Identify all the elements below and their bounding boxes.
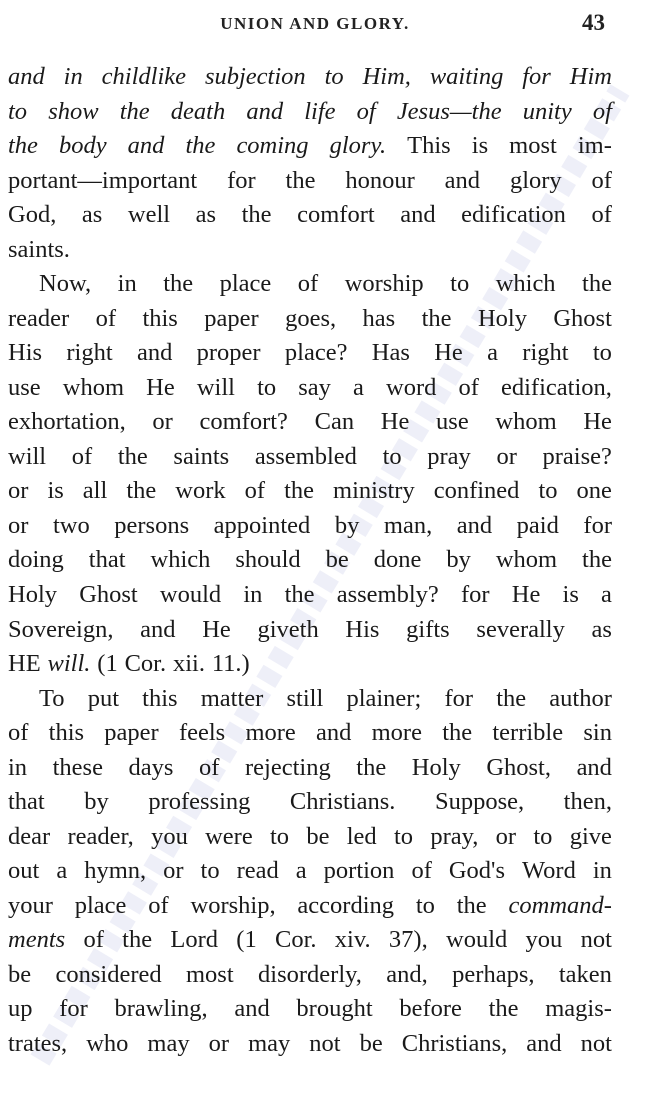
word: out bbox=[8, 857, 40, 885]
word: of bbox=[8, 719, 29, 747]
word: paper bbox=[104, 719, 159, 747]
word: before bbox=[399, 995, 462, 1023]
word: should bbox=[235, 546, 301, 574]
word: and bbox=[136, 339, 173, 367]
text-line bbox=[8, 474, 612, 509]
text-line bbox=[8, 60, 612, 95]
word: be bbox=[359, 1029, 383, 1057]
word: xii. bbox=[172, 650, 205, 678]
text-line bbox=[8, 613, 612, 648]
page-number: 43 bbox=[582, 10, 605, 35]
word: or bbox=[163, 857, 184, 885]
word: ments bbox=[8, 926, 66, 954]
word: considered bbox=[55, 960, 162, 988]
word: your bbox=[8, 891, 53, 919]
word: well bbox=[127, 201, 171, 229]
text-line bbox=[8, 820, 612, 855]
word: comfort bbox=[297, 201, 375, 229]
word: or bbox=[8, 511, 29, 539]
word: He bbox=[146, 373, 175, 401]
word: up bbox=[8, 995, 33, 1023]
word: and bbox=[316, 719, 352, 747]
word: whom bbox=[495, 546, 558, 574]
word: to bbox=[450, 270, 470, 298]
word: the bbox=[421, 304, 452, 332]
word: the bbox=[8, 132, 38, 160]
word: is bbox=[562, 580, 579, 608]
word: edification, bbox=[501, 373, 612, 401]
word: read bbox=[236, 857, 279, 885]
word: command- bbox=[508, 891, 612, 919]
word: Christians, bbox=[401, 1029, 508, 1057]
word: (1 bbox=[97, 650, 118, 678]
word: which bbox=[495, 270, 556, 298]
word: of bbox=[356, 97, 376, 125]
text-line bbox=[8, 371, 612, 406]
word: Him bbox=[569, 63, 612, 90]
word: gifts bbox=[406, 615, 450, 643]
word: Has bbox=[371, 339, 410, 367]
word: feels bbox=[178, 719, 226, 747]
word: to bbox=[324, 63, 344, 90]
text-line bbox=[8, 302, 612, 337]
word: will bbox=[196, 373, 235, 401]
word: glory bbox=[509, 166, 562, 194]
word: and bbox=[140, 615, 176, 643]
word: right bbox=[522, 339, 569, 367]
word: and bbox=[246, 97, 284, 125]
word: in bbox=[63, 63, 83, 90]
word: according bbox=[297, 891, 395, 919]
word: Holy bbox=[411, 753, 461, 781]
word: who bbox=[86, 1029, 129, 1057]
word: He bbox=[511, 580, 541, 608]
word: or bbox=[152, 408, 173, 436]
word: more bbox=[371, 719, 422, 747]
word: were bbox=[205, 822, 253, 850]
word: of bbox=[83, 926, 104, 954]
word: or bbox=[496, 442, 517, 470]
word: waiting bbox=[429, 63, 504, 90]
word: these bbox=[52, 753, 103, 781]
text-line bbox=[8, 95, 612, 130]
word: His bbox=[8, 339, 43, 367]
word: be bbox=[8, 960, 32, 988]
word: assembly? bbox=[336, 580, 439, 608]
word: to bbox=[393, 822, 414, 850]
word: is bbox=[471, 132, 489, 160]
word: has bbox=[362, 304, 396, 332]
word: brought bbox=[296, 995, 373, 1023]
word: of bbox=[458, 373, 479, 401]
word: the bbox=[496, 684, 527, 712]
word: which bbox=[150, 546, 211, 574]
word: to bbox=[257, 373, 277, 401]
word: most bbox=[186, 960, 234, 988]
word: doing bbox=[8, 546, 64, 574]
word: and bbox=[526, 1029, 562, 1057]
word: more bbox=[245, 719, 296, 747]
word: glory. bbox=[329, 132, 387, 160]
word: pray, bbox=[430, 822, 479, 850]
word: Holy bbox=[8, 580, 57, 608]
word: reader bbox=[8, 304, 70, 332]
word: and bbox=[234, 995, 270, 1023]
word: two bbox=[52, 511, 90, 539]
word: terrible bbox=[492, 719, 564, 747]
word: work bbox=[175, 477, 226, 505]
word: coming bbox=[236, 132, 309, 160]
word: done bbox=[373, 546, 422, 574]
word: most bbox=[509, 132, 557, 160]
word: perhaps, bbox=[452, 960, 535, 988]
word: in bbox=[117, 270, 137, 298]
word: author bbox=[549, 684, 612, 712]
word: show bbox=[48, 97, 99, 125]
word: the bbox=[284, 477, 315, 505]
word: Him, bbox=[362, 63, 411, 90]
word: man, bbox=[383, 511, 433, 539]
word: plainer; bbox=[346, 684, 422, 712]
text-line bbox=[8, 164, 612, 199]
word: this bbox=[142, 684, 178, 712]
word: hymn, bbox=[84, 857, 147, 885]
text-line bbox=[8, 889, 612, 924]
word: to bbox=[200, 857, 220, 885]
word: may bbox=[248, 1029, 291, 1057]
word: a bbox=[56, 857, 68, 885]
word: Lord bbox=[170, 926, 218, 954]
word: a bbox=[295, 857, 307, 885]
word: of bbox=[591, 166, 612, 194]
word: the bbox=[285, 166, 316, 194]
text-line bbox=[8, 751, 612, 786]
text-line bbox=[8, 267, 612, 302]
word: then, bbox=[563, 788, 612, 816]
word: whom bbox=[495, 408, 557, 436]
word: pray bbox=[427, 442, 471, 470]
word: to bbox=[382, 442, 402, 470]
word: He bbox=[434, 339, 463, 367]
word: 11.) bbox=[211, 650, 250, 678]
word: reader, bbox=[67, 822, 134, 850]
word: whom bbox=[62, 373, 125, 401]
word: He bbox=[380, 408, 410, 436]
text-line bbox=[8, 716, 612, 751]
word: confined bbox=[433, 477, 520, 505]
word: would bbox=[159, 580, 222, 608]
text-line bbox=[8, 336, 612, 371]
word: persons bbox=[114, 511, 190, 539]
word: dear bbox=[8, 822, 51, 850]
word: is bbox=[47, 477, 64, 505]
word: childlike bbox=[101, 63, 187, 90]
word: honour bbox=[345, 166, 415, 194]
text-line bbox=[8, 854, 612, 889]
word: subjection bbox=[204, 63, 306, 90]
word: the bbox=[122, 926, 153, 954]
word: or bbox=[495, 822, 517, 850]
word: God, bbox=[8, 201, 57, 229]
word: this bbox=[48, 719, 85, 747]
word: for bbox=[227, 166, 256, 194]
word: the bbox=[488, 995, 519, 1023]
word: may bbox=[147, 1029, 190, 1057]
word: the bbox=[241, 201, 272, 229]
word: unity bbox=[522, 97, 572, 125]
word: the bbox=[117, 442, 148, 470]
word: that bbox=[8, 788, 45, 816]
word: say bbox=[298, 373, 331, 401]
word: of bbox=[199, 753, 220, 781]
word: Cor. bbox=[274, 926, 317, 954]
word: will bbox=[8, 442, 47, 470]
word: (1 bbox=[236, 926, 257, 954]
word: comfort? bbox=[199, 408, 288, 436]
text-line bbox=[8, 509, 612, 544]
word: word bbox=[386, 373, 437, 401]
word: by bbox=[334, 511, 360, 539]
word: proper bbox=[196, 339, 261, 367]
word: Can bbox=[314, 408, 355, 436]
word: Suppose, bbox=[434, 788, 525, 816]
word: the bbox=[126, 477, 157, 505]
word: of bbox=[244, 477, 266, 505]
word: portant—important bbox=[8, 166, 198, 194]
word: or bbox=[8, 477, 29, 505]
word: His bbox=[345, 615, 380, 643]
word: of bbox=[71, 442, 93, 470]
word: not bbox=[580, 926, 612, 954]
text-line bbox=[8, 682, 612, 717]
word: and, bbox=[386, 960, 428, 988]
word: the bbox=[185, 132, 216, 160]
text-line bbox=[8, 543, 612, 578]
word: of bbox=[297, 270, 319, 298]
word: worship, bbox=[190, 891, 276, 919]
word: for bbox=[583, 511, 612, 539]
word: severally bbox=[476, 615, 565, 643]
word: for bbox=[444, 684, 474, 712]
text-line bbox=[8, 1027, 612, 1062]
word: the bbox=[582, 270, 612, 298]
word: this bbox=[142, 304, 178, 332]
word: and bbox=[444, 166, 481, 194]
word: be bbox=[306, 822, 330, 850]
word: Ghost bbox=[79, 580, 138, 608]
word: you bbox=[151, 822, 188, 850]
word: xiv. bbox=[334, 926, 371, 954]
word: the bbox=[163, 270, 194, 298]
word: and bbox=[127, 132, 165, 160]
word: paper bbox=[204, 304, 259, 332]
text-line bbox=[8, 923, 612, 958]
word: for bbox=[460, 580, 490, 608]
word: would bbox=[446, 926, 508, 954]
word: place? bbox=[284, 339, 348, 367]
word: to bbox=[592, 339, 612, 367]
word: one bbox=[576, 477, 612, 505]
word: give bbox=[569, 822, 612, 850]
word: right bbox=[66, 339, 113, 367]
word: disorderly, bbox=[258, 960, 362, 988]
word: place bbox=[219, 270, 272, 298]
word: a bbox=[353, 373, 364, 401]
word: a bbox=[601, 580, 612, 608]
word: worship bbox=[344, 270, 424, 298]
word: sin bbox=[583, 719, 612, 747]
word: and bbox=[456, 511, 493, 539]
word: magis- bbox=[545, 995, 612, 1023]
word: the bbox=[119, 97, 150, 125]
word: matter bbox=[200, 684, 264, 712]
word: to bbox=[415, 891, 435, 919]
word: or bbox=[208, 1029, 230, 1057]
word: praise? bbox=[542, 442, 612, 470]
word: days bbox=[128, 753, 174, 781]
word: to bbox=[533, 822, 553, 850]
word: brawling, bbox=[114, 995, 208, 1023]
text-line bbox=[8, 992, 612, 1027]
word: HE bbox=[8, 650, 41, 678]
text-line bbox=[8, 405, 612, 440]
word: to bbox=[538, 477, 558, 505]
word: in bbox=[592, 857, 612, 885]
word: im- bbox=[577, 132, 612, 160]
word: will. bbox=[47, 650, 91, 678]
word: rejecting bbox=[245, 753, 331, 781]
text-line bbox=[8, 578, 612, 613]
word: not bbox=[580, 1029, 612, 1057]
running-title: UNION AND GLORY. bbox=[220, 14, 410, 33]
word: To bbox=[39, 684, 65, 712]
word: you bbox=[525, 926, 563, 954]
word: as bbox=[195, 201, 217, 229]
word: He bbox=[202, 615, 231, 643]
word: portion bbox=[323, 857, 395, 885]
word: by bbox=[446, 546, 471, 574]
word: professing bbox=[148, 788, 251, 816]
word: of bbox=[95, 304, 117, 332]
word: as bbox=[591, 615, 612, 643]
word: place bbox=[74, 891, 127, 919]
word: ministry bbox=[333, 477, 415, 505]
word: for bbox=[59, 995, 88, 1023]
word: in bbox=[243, 580, 263, 608]
text-line bbox=[8, 785, 612, 820]
word: by bbox=[84, 788, 109, 816]
text-line bbox=[8, 198, 612, 233]
text-line bbox=[8, 129, 612, 164]
word: assembled bbox=[254, 442, 357, 470]
word: Ghost, bbox=[486, 753, 551, 781]
word: a bbox=[487, 339, 498, 367]
word: the bbox=[284, 580, 315, 608]
word: that bbox=[88, 546, 126, 574]
word: of bbox=[591, 201, 612, 229]
word: for bbox=[522, 63, 551, 90]
word: of bbox=[148, 891, 169, 919]
word: and bbox=[400, 201, 436, 229]
word: the bbox=[582, 546, 612, 574]
word: taken bbox=[558, 960, 612, 988]
word: Christians. bbox=[289, 788, 396, 816]
word: Ghost bbox=[553, 304, 612, 332]
word: goes, bbox=[285, 304, 337, 332]
word: giveth bbox=[257, 615, 319, 643]
text-line bbox=[8, 958, 612, 993]
word: appointed bbox=[213, 511, 311, 539]
word: death bbox=[170, 97, 226, 125]
word: 37), bbox=[388, 926, 428, 954]
word: Now, bbox=[39, 270, 92, 298]
word: Word bbox=[522, 857, 576, 885]
word: body bbox=[58, 132, 107, 160]
text-line bbox=[8, 233, 612, 268]
word: put bbox=[87, 684, 119, 712]
word: led bbox=[346, 822, 377, 850]
page-header bbox=[0, 10, 650, 42]
word: Jesus—the bbox=[396, 97, 502, 125]
word: all bbox=[82, 477, 108, 505]
word: to bbox=[270, 822, 290, 850]
word: of bbox=[592, 97, 612, 125]
word: the bbox=[456, 891, 487, 919]
word: of bbox=[411, 857, 432, 885]
word: He bbox=[583, 408, 612, 436]
word: still bbox=[286, 684, 324, 712]
word: not bbox=[309, 1029, 341, 1057]
word: saints. bbox=[8, 235, 70, 263]
word: paid bbox=[516, 511, 559, 539]
word: exhortation, bbox=[8, 408, 126, 436]
word: and bbox=[576, 753, 612, 781]
text-line bbox=[8, 647, 612, 682]
word: to bbox=[8, 97, 28, 125]
word: use bbox=[436, 408, 469, 436]
word: God's bbox=[448, 857, 506, 885]
word: life bbox=[304, 97, 336, 125]
word: be bbox=[325, 546, 349, 574]
word: use bbox=[8, 373, 41, 401]
word: trates, bbox=[8, 1029, 68, 1057]
body-text bbox=[8, 60, 612, 1061]
word: and bbox=[8, 63, 45, 90]
word: the bbox=[442, 719, 473, 747]
word: edification bbox=[461, 201, 566, 229]
word: saints bbox=[173, 442, 230, 470]
text-line bbox=[8, 440, 612, 475]
word: Sovereign, bbox=[8, 615, 114, 643]
word: as bbox=[81, 201, 103, 229]
word: the bbox=[356, 753, 387, 781]
word: Holy bbox=[477, 304, 527, 332]
word: This bbox=[407, 132, 451, 160]
word: in bbox=[8, 753, 28, 781]
word: Cor. bbox=[124, 650, 167, 678]
